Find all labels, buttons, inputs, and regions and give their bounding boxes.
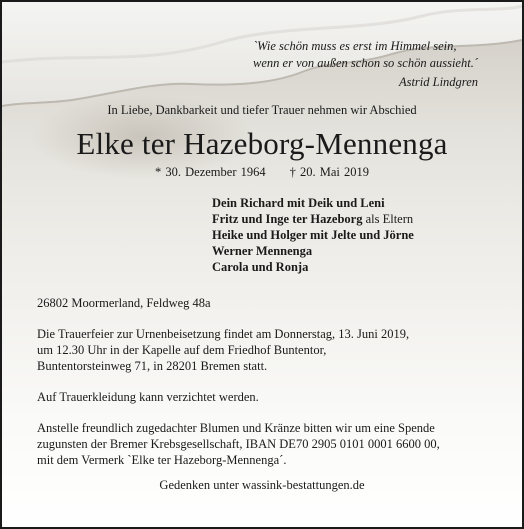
quote-line: `Wie schön muss es erst im Himmel sein, xyxy=(253,39,457,53)
mourner-row xyxy=(212,195,414,211)
address: 26802 Moormerland, Feldweg 48a xyxy=(37,296,211,310)
deceased-name: Elke ter Hazeborg-Mennenga xyxy=(76,126,448,161)
mourner-relation: als Eltern xyxy=(362,212,414,226)
birth-date: * 30. Dezember 1964 xyxy=(155,165,266,179)
mourner-row xyxy=(212,211,414,227)
ceremony-info xyxy=(37,326,497,374)
mourner-names: Fritz und Inge ter Hazeborg xyxy=(212,212,363,226)
mourners-list xyxy=(212,195,414,275)
quote-line: wenn er von außen schon so schön aussieht.´ xyxy=(253,56,478,70)
donation-line: Anstelle freundlich zugedachter Blumen und Kränze bitten wir um eine Spende xyxy=(37,421,435,435)
ceremony-line: Buntentorsteinweg 71, in 28201 Bremen statt. xyxy=(37,359,268,373)
ceremony-line: um 12.30 Uhr in der Kapelle auf dem Friedhof Buntentor, xyxy=(37,343,327,357)
ceremony-line: Die Trauerfeier zur Urnenbeisetzung findet am Donnerstag, 13. Juni 2019, xyxy=(37,327,410,341)
death-date: † 20. Mai 2019 xyxy=(289,165,369,179)
notice-body xyxy=(37,295,497,483)
mourner-names: Heike und Holger mit Jelte und Jörne xyxy=(212,228,414,242)
mourner-row xyxy=(212,243,414,259)
intro-text: In Liebe, Dankbarkeit und tiefer Trauer nehmen wir Abschied xyxy=(107,103,417,117)
donation-info xyxy=(37,420,497,468)
donation-line: zugunsten der Bremer Krebsgesellschaft, IBAN DE70 2905 0101 0001 6600 00, xyxy=(37,437,440,451)
dress-code: Auf Trauerkleidung kann verzichtet werden. xyxy=(37,390,259,404)
mourner-row xyxy=(212,259,414,275)
mourner-names: Carola und Ronja xyxy=(212,260,309,274)
donation-line: mit dem Vermerk `Elke ter Hazeborg-Mennenga´. xyxy=(37,453,287,467)
quote xyxy=(253,38,478,91)
mourner-names: Dein Richard mit Deik und Leni xyxy=(212,196,385,210)
quote-author: Astrid Lindgren xyxy=(398,75,478,89)
life-dates xyxy=(2,165,522,180)
mourner-names: Werner Mennenga xyxy=(212,244,313,258)
mourner-row xyxy=(212,227,414,243)
memorial-website: Gedenken unter wassink-bestattungen.de xyxy=(159,478,365,492)
